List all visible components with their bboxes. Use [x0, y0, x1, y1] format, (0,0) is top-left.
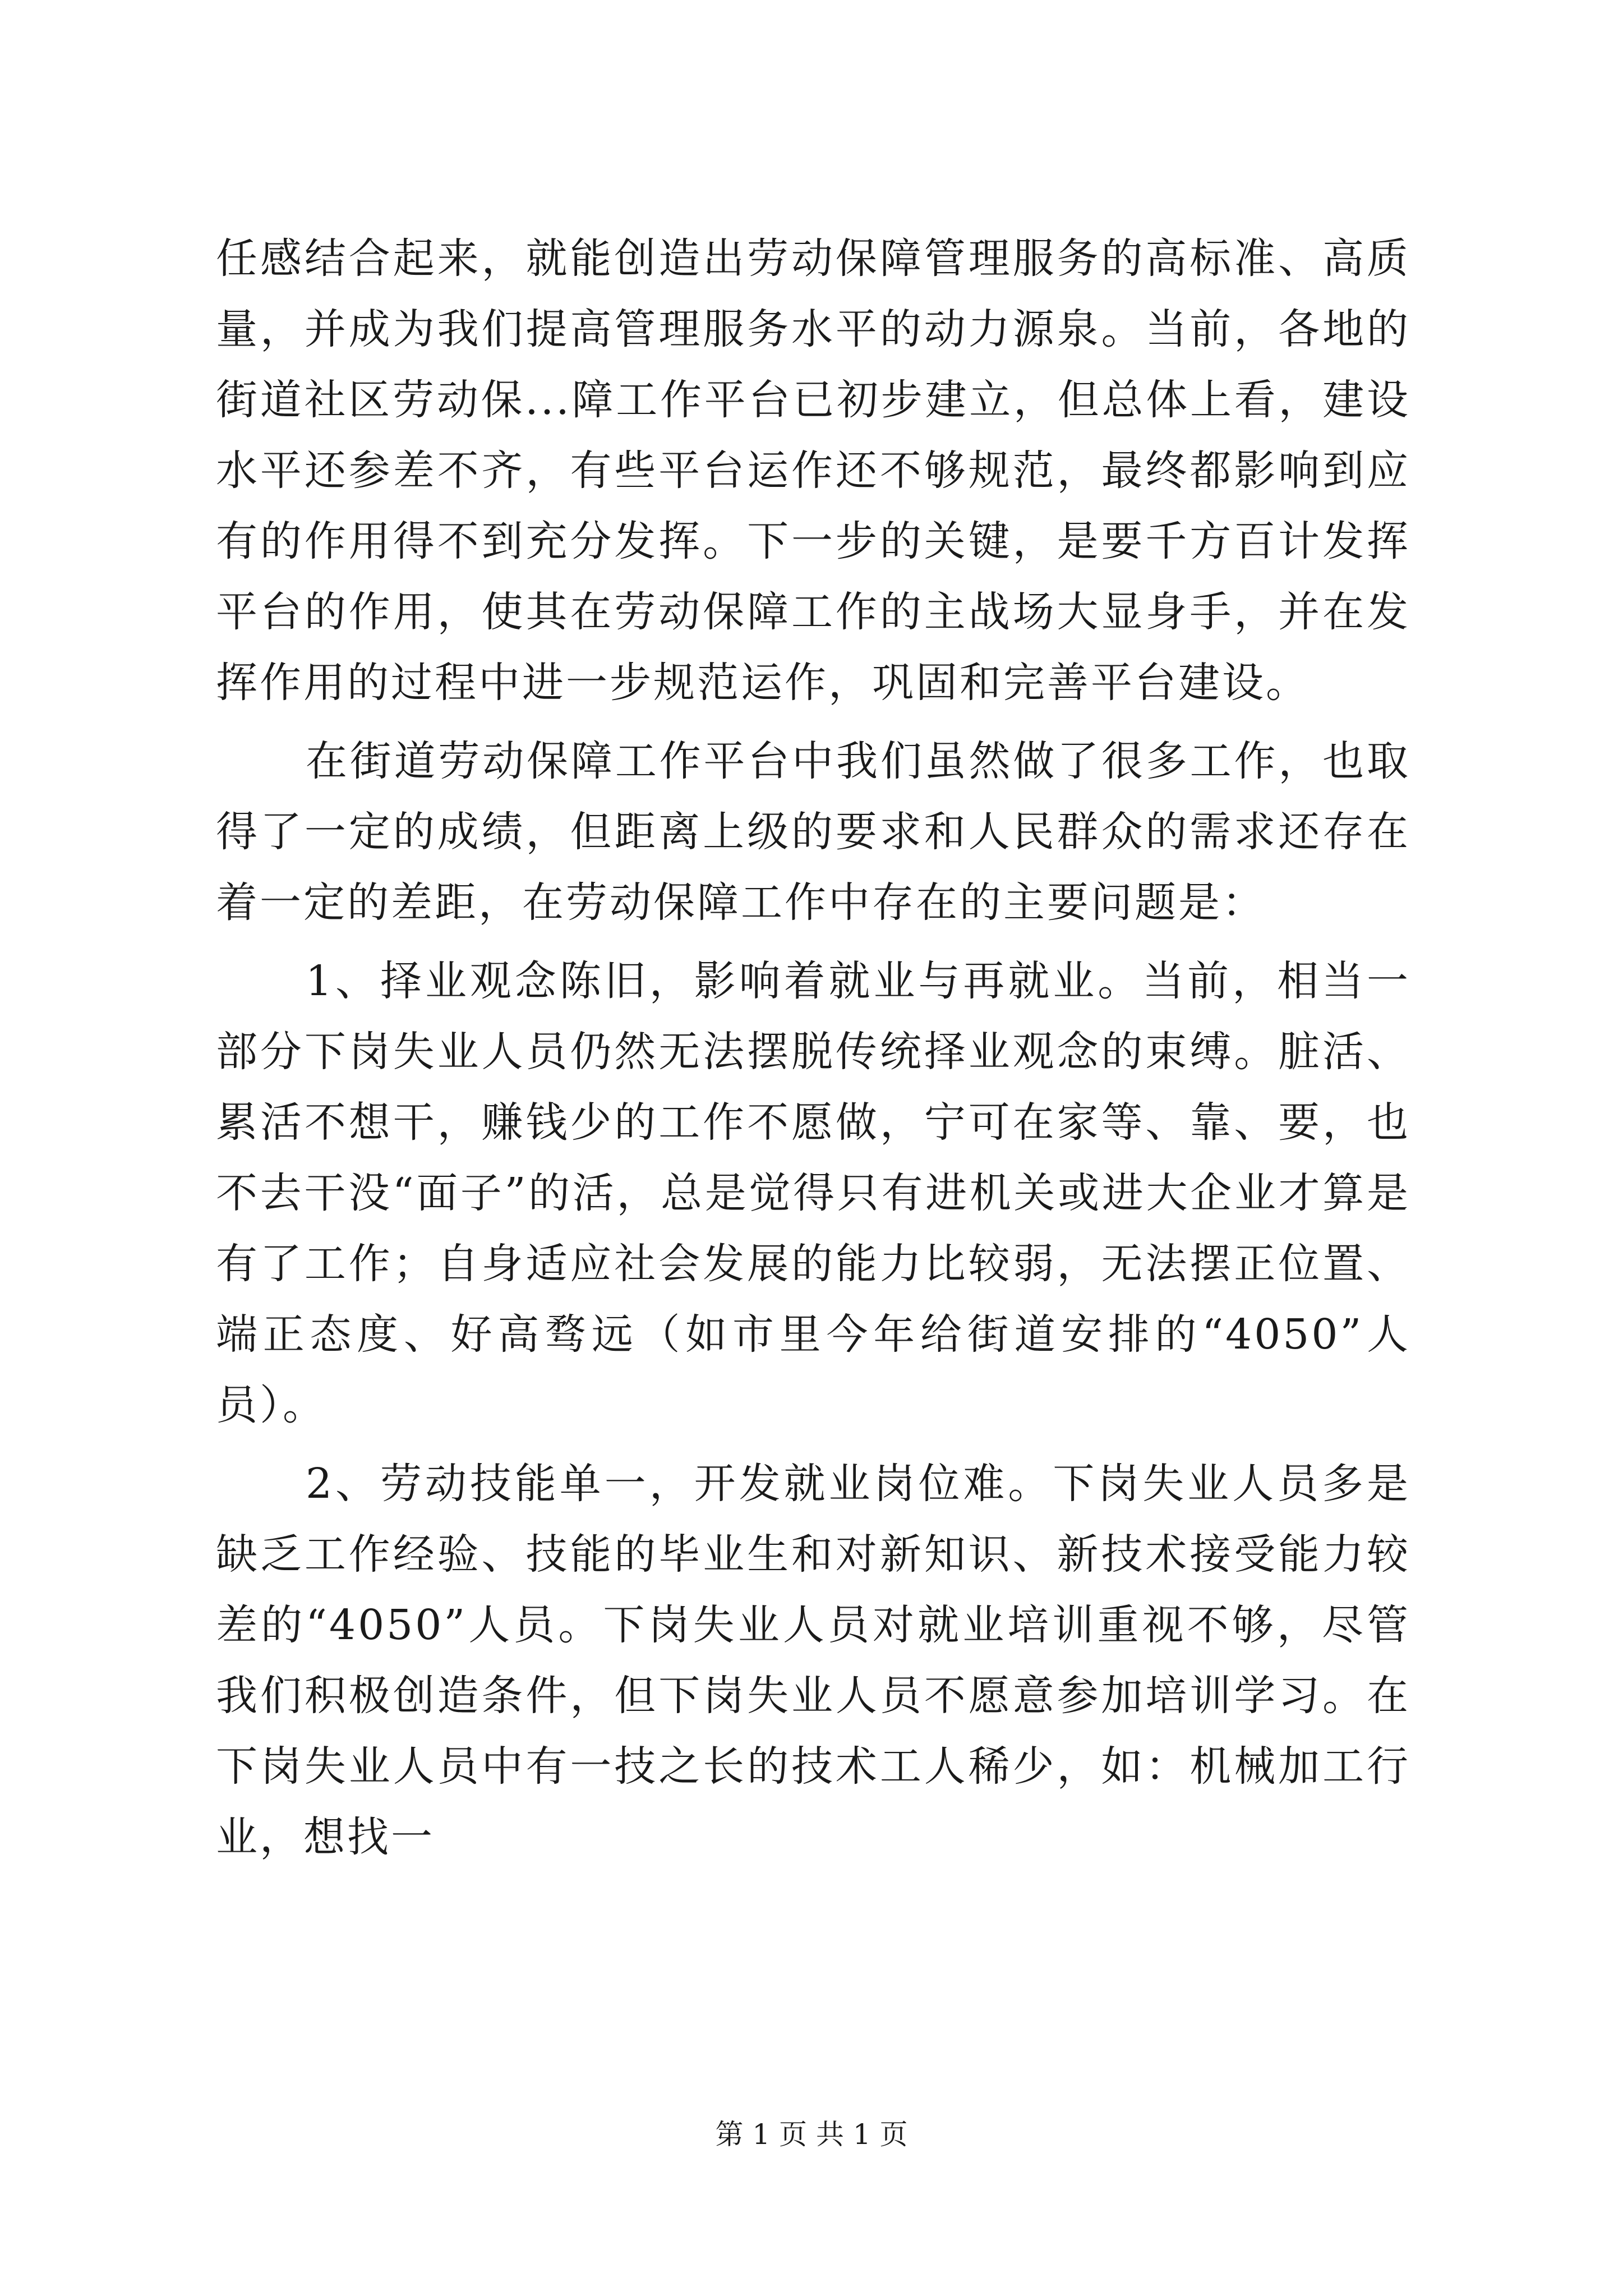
paragraph-item-2: 2、劳动技能单一，开发就业岗位难。下岗失业人员多是缺乏工作经验、技能的毕业生和对新知识、新技术接受能力较差的“4050”人员。下岗失业人员对就业培训重视不够，尽管我们积极创造条件，但下岗失业人员不愿意参加培训学习。在下岗失业人员中有一技之长的技术工人稀少，如：机械加工行业，想找一	[216, 1460, 1410, 1861]
document-body	[216, 223, 1410, 1872]
paragraph-continuation: 任感结合起来，就能创造出劳动保障管理服务的高标准、高质量，并成为我们提高管理服务水平的动力源泉。当前，各地的街道社区劳动保...障工作平台已初步建立，但总体上看，建设水平还参差不齐，有些平台运作还不够规范，最终都影响到应有的作用得不到充分发挥。下一步的关键，是要千方百计发挥平台的作用，使其在劳动保障工作的主战场大显身手，并在发挥作用的过程中进一步规范运作，巩固和完善平台建设。	[216, 234, 1410, 707]
page-footer: 第 1 页 共 1 页	[715, 2118, 908, 2151]
paragraph-problems-intro: 在街道劳动保障工作平台中我们虽然做了很多工作，也取得了一定的成绩，但距离上级的要求和人民群众的需求还存在着一定的差距，在劳动保障工作中存在的主要问题是：	[216, 737, 1410, 927]
paragraph-item-1: 1、择业观念陈旧，影响着就业与再就业。当前，相当一部分下岗失业人员仍然无法摆脱传统择业观念的束缚。脏活、累活不想干，赚钱少的工作不愿做，宁可在家等、靠、要，也不去干没“面子”的活，总是觉得只有进机关或进大企业才算是有了工作；自身适应社会发展的能力比较弱，无法摆正位置、端正态度、好高骛远（如市里今年给街道安排的“4050”人员）。	[216, 957, 1410, 1429]
